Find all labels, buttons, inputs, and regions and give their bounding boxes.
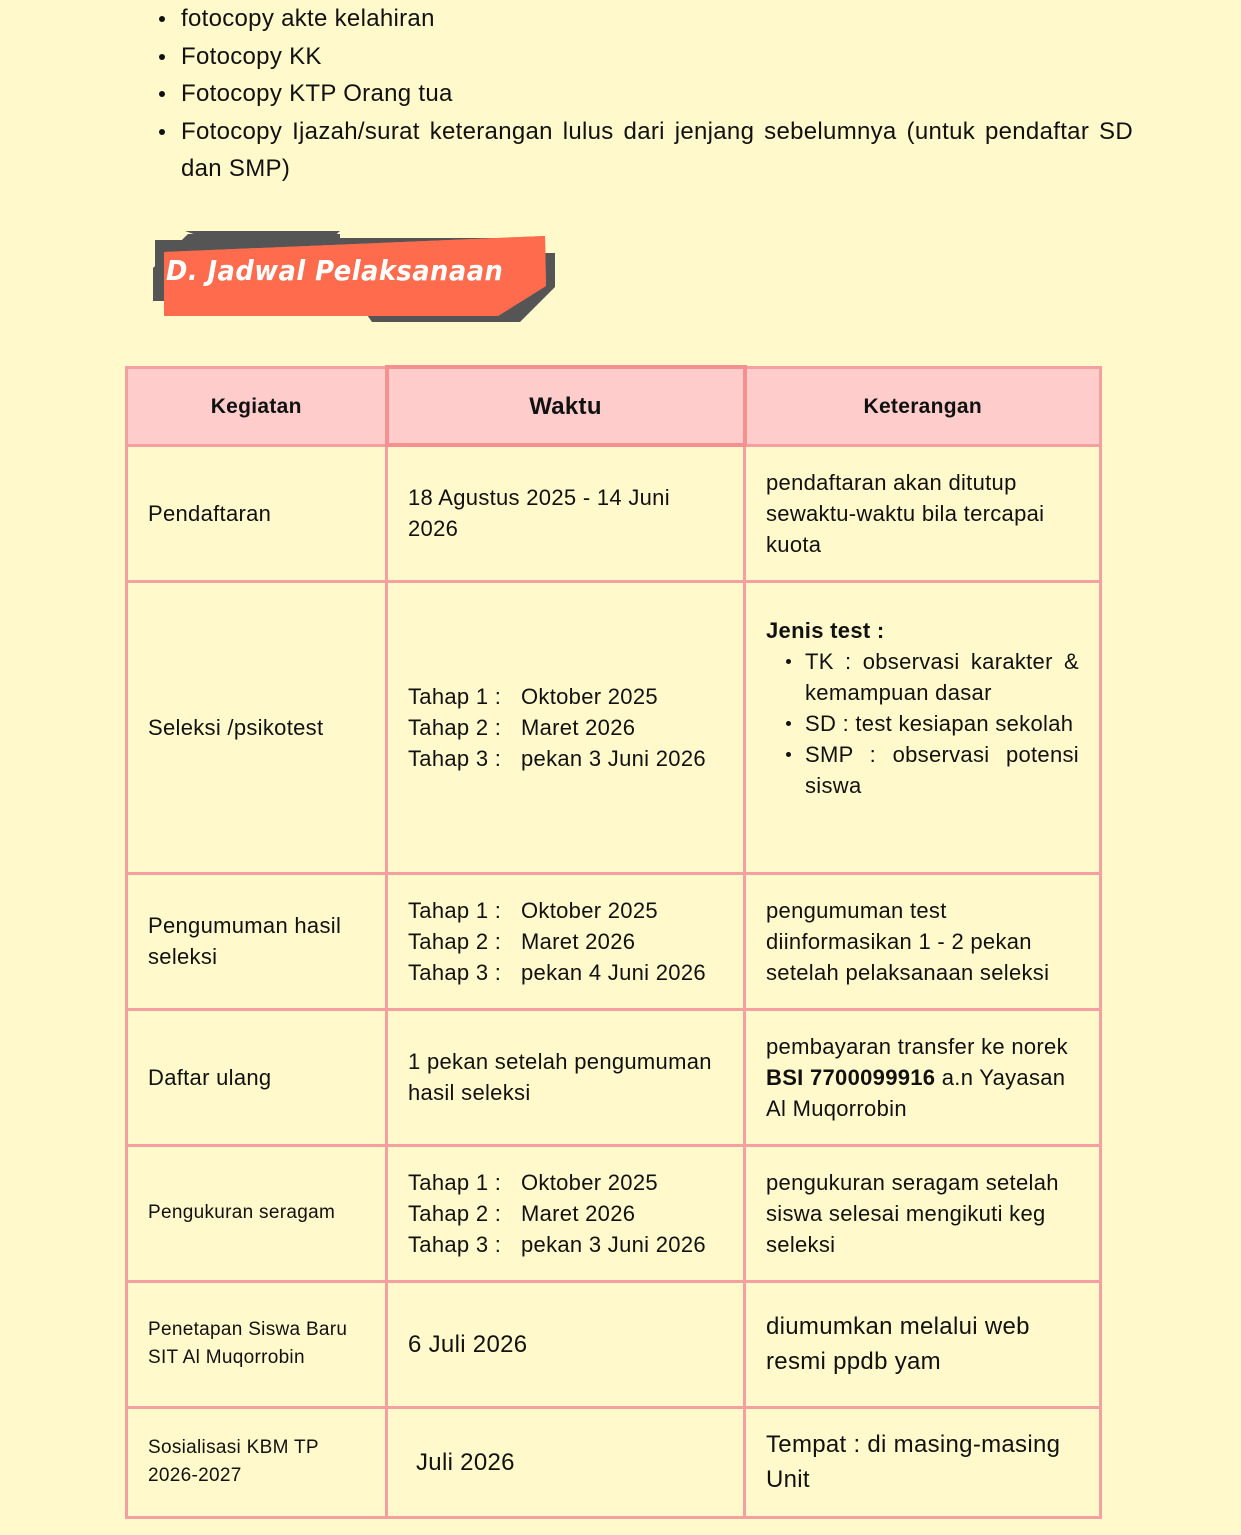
phase-value: Oktober 2025 (521, 683, 658, 709)
phase-value: Oktober 2025 (521, 1169, 658, 1195)
header-waktu: Waktu (387, 367, 745, 445)
phase-line (408, 712, 723, 743)
waktu-cell (387, 581, 745, 873)
list-item: Fotocopy KK (181, 38, 1133, 76)
list-item: SMP : observasi potensi siswa (805, 739, 1079, 801)
phase-line (408, 1229, 723, 1260)
waktu-cell: Juli 2026 (387, 1407, 745, 1517)
phase-label: Tahap 2 : (408, 714, 502, 740)
phase-line (408, 1198, 723, 1229)
waktu-cell: 6 Juli 2026 (387, 1281, 745, 1407)
waktu-cell (387, 1145, 745, 1281)
list-item: Fotocopy Ijazah/surat keterangan lulus dari jenjang sebelumnya (untuk pendaftar SD dan SMP) (181, 113, 1133, 188)
kegiatan-cell: Penetapan Siswa Baru SIT Al Muqorrobin (127, 1281, 387, 1407)
table-header-row (127, 367, 1101, 445)
keterangan-cell: pengumuman test diinformasikan 1 - 2 pekan setelah pelaksanaan seleksi (745, 873, 1101, 1009)
table-row (127, 581, 1101, 873)
phase-label: Tahap 1 : (408, 1169, 502, 1195)
keterangan-cell: pendaftaran akan ditutup sewaktu-waktu bila tercapai kuota (745, 445, 1101, 581)
waktu-cell (387, 873, 745, 1009)
keterangan-cell (745, 1009, 1101, 1145)
list-item: Fotocopy KTP Orang tua (181, 75, 1133, 113)
keterangan-cell: pengukuran seragam setelah siswa selesai mengikuti keg seleksi (745, 1145, 1101, 1281)
phase-value: pekan 3 Juni 2026 (521, 1231, 706, 1257)
payment-text: pembayaran transfer ke norek (766, 1033, 1068, 1059)
phase-label: Tahap 3 : (408, 745, 502, 771)
header-kegiatan: Kegiatan (127, 367, 387, 445)
phase-label: Tahap 3 : (408, 1231, 502, 1257)
kegiatan-cell: Pengukuran seragam (127, 1145, 387, 1281)
requirements-list (150, 0, 1133, 188)
table-row (127, 445, 1101, 581)
list-item: TK : observasi karakter & kemampuan dasar (805, 646, 1079, 708)
phase-value: Oktober 2025 (521, 897, 658, 923)
phase-value: pekan 4 Juni 2026 (521, 959, 706, 985)
phase-line (408, 926, 723, 957)
section-title: D. Jadwal Pelaksanaan (166, 254, 504, 287)
keterangan-cell: diumumkan melalui web resmi ppdb yam (745, 1281, 1101, 1407)
waktu-cell: 1 pekan setelah pengumuman hasil seleksi (387, 1009, 745, 1145)
phase-label: Tahap 1 : (408, 683, 502, 709)
phase-value: Maret 2026 (521, 928, 636, 954)
table-row (127, 1281, 1101, 1407)
list-item: fotocopy akte kelahiran (181, 0, 1133, 38)
waktu-cell: 18 Agustus 2025 - 14 Juni 2026 (387, 445, 745, 581)
table-row (127, 873, 1101, 1009)
table-row (127, 1407, 1101, 1517)
table-row (127, 1009, 1101, 1145)
header-keterangan: Keterangan (745, 367, 1101, 445)
jenis-test-list (766, 646, 1079, 801)
keterangan-cell: Tempat : di masing-masing Unit (745, 1407, 1101, 1517)
phase-value: Maret 2026 (521, 714, 636, 740)
section-banner (150, 228, 560, 326)
kegiatan-cell: Daftar ulang (127, 1009, 387, 1145)
phase-value: pekan 3 Juni 2026 (521, 745, 706, 771)
phase-line (408, 957, 723, 988)
kegiatan-cell: Pengumuman hasil seleksi (127, 873, 387, 1009)
payment-recipient: a.n Yayasan Al Muqorrobin (766, 1064, 1066, 1121)
kegiatan-cell: Seleksi /psikotest (127, 581, 387, 873)
phase-label: Tahap 1 : (408, 897, 502, 923)
kegiatan-cell: Pendaftaran (127, 445, 387, 581)
keterangan-cell (745, 581, 1101, 873)
schedule-table (125, 365, 1102, 1519)
phase-label: Tahap 2 : (408, 928, 502, 954)
phase-line (408, 1167, 723, 1198)
table-row (127, 1145, 1101, 1281)
jenis-test-title: Jenis test : (766, 617, 885, 643)
kegiatan-cell: Sosialisasi KBM TP 2026-2027 (127, 1407, 387, 1517)
phase-line (408, 681, 723, 712)
phase-line (408, 743, 723, 774)
phase-value: Maret 2026 (521, 1200, 636, 1226)
account-number: BSI 7700099916 (766, 1064, 936, 1090)
phase-line (408, 895, 723, 926)
phase-label: Tahap 3 : (408, 959, 502, 985)
phase-label: Tahap 2 : (408, 1200, 502, 1226)
list-item: SD : test kesiapan sekolah (805, 708, 1079, 739)
